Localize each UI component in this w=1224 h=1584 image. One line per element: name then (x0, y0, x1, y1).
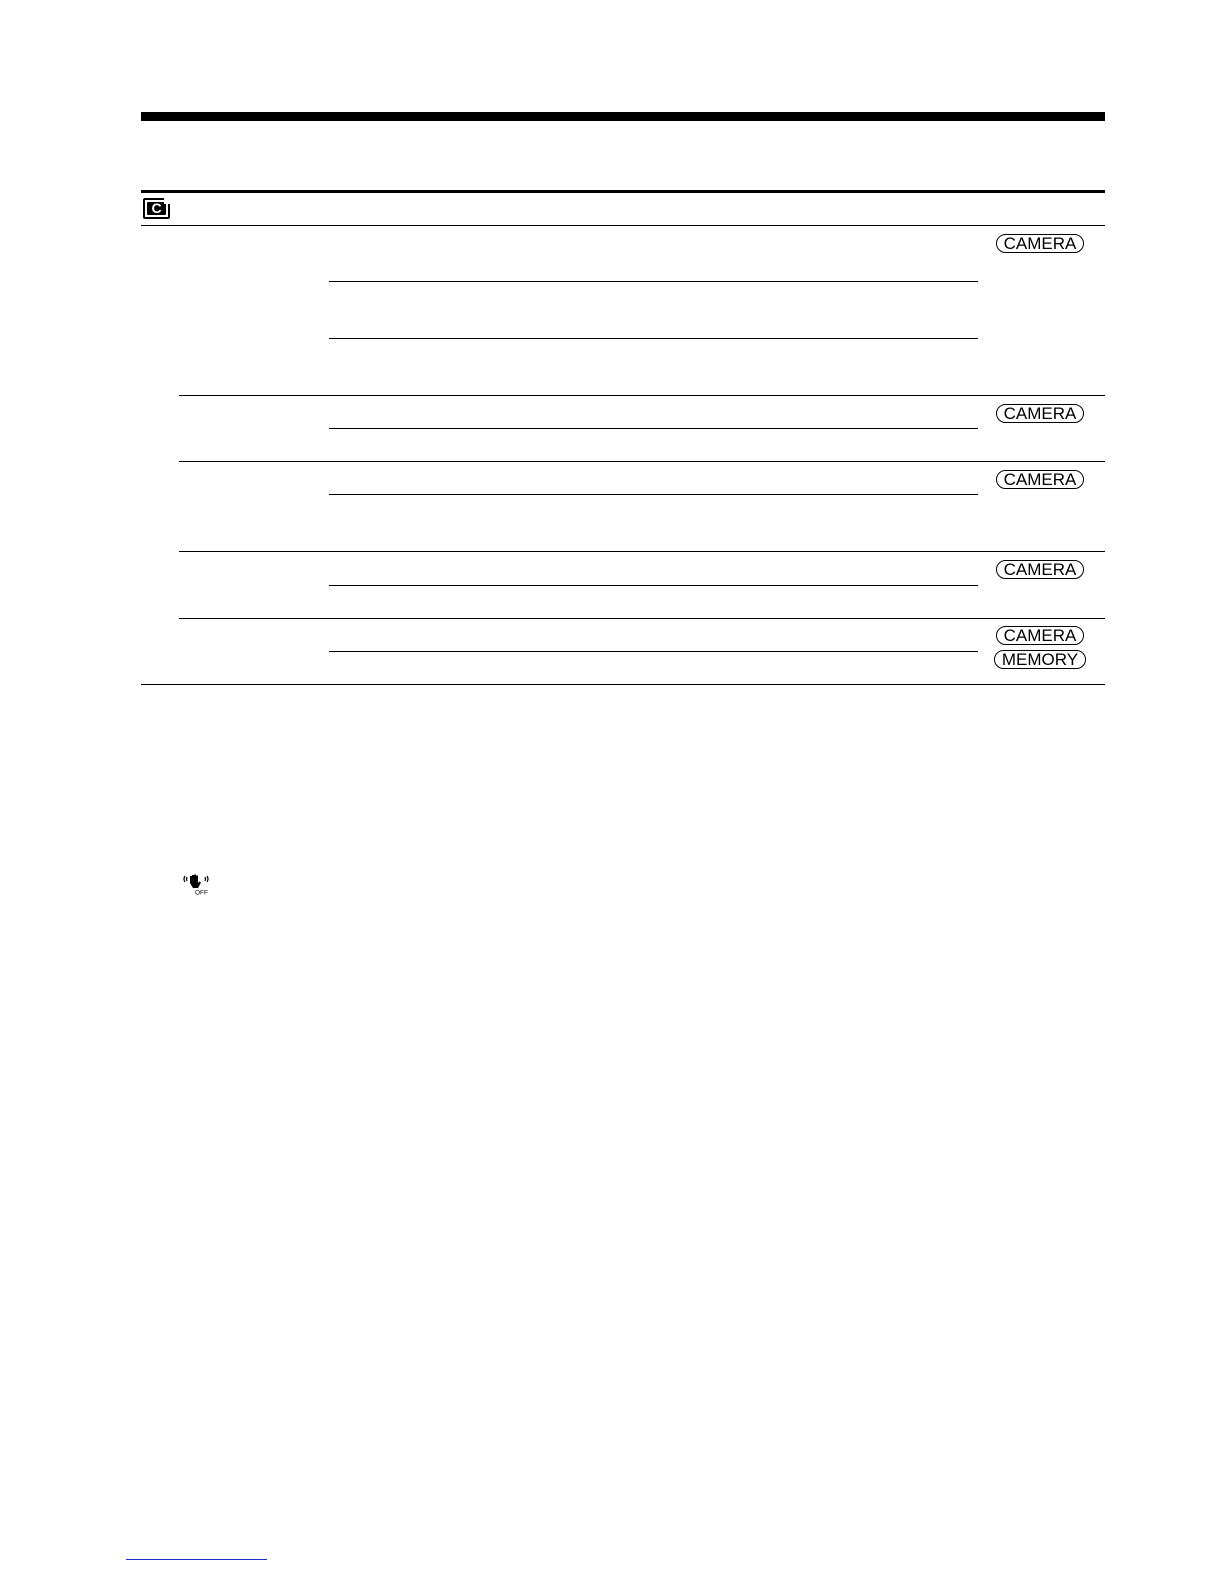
mode-label-camera: CAMERA (996, 470, 1084, 489)
row-divider (329, 585, 978, 586)
steadyshot-off-icon (183, 873, 209, 895)
mode-label-camera: CAMERA (996, 560, 1084, 579)
section-header-bar (141, 112, 1105, 121)
mode-label-memory: MEMORY (994, 650, 1086, 669)
footer-link-underline (126, 1559, 267, 1560)
row-divider (329, 281, 978, 282)
row-divider (329, 428, 978, 429)
table-header-rule (141, 225, 1105, 226)
table-bottom-rule (141, 684, 1105, 685)
group-divider (179, 461, 1105, 462)
mode-label-camera: CAMERA (996, 626, 1084, 645)
row-divider (329, 338, 978, 339)
group-divider (179, 395, 1105, 396)
mode-label-camera: CAMERA (996, 234, 1084, 253)
row-divider (329, 494, 978, 495)
mode-label-camera: CAMERA (996, 404, 1084, 423)
svg-text:OFF: OFF (195, 889, 208, 895)
menu-icon-letter: C (147, 202, 166, 215)
group-divider (179, 618, 1105, 619)
camera-set-menu-icon (143, 198, 170, 219)
table-top-rule (141, 190, 1105, 193)
row-divider (329, 651, 978, 652)
group-divider (179, 551, 1105, 552)
